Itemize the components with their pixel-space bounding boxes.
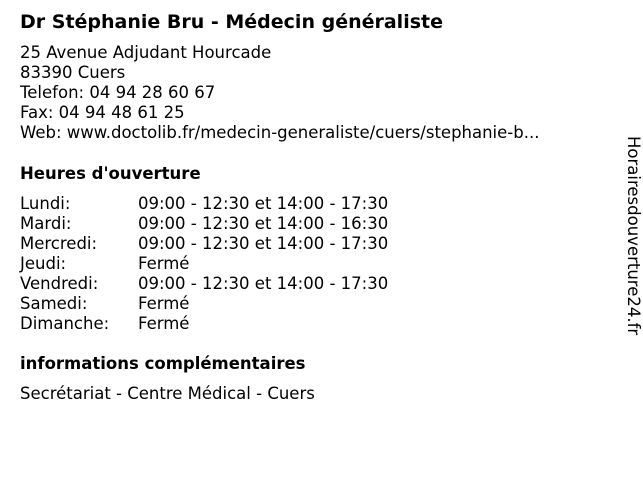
phone-number: Telefon: 04 94 28 60 67 (20, 83, 216, 102)
additional-info-heading: informations complémentaires (20, 354, 306, 373)
address-city: 83390 Cuers (20, 63, 126, 82)
opening-hours-heading: Heures d'ouverture (20, 164, 201, 183)
day-label: Mardi: (20, 214, 72, 233)
time-value: 09:00 - 12:30 et 14:00 - 17:30 (138, 234, 389, 253)
time-value: Fermé (138, 294, 190, 313)
additional-info-text: Secrétariat - Centre Médical - Cuers (20, 384, 315, 403)
website-link: Web: www.doctolib.fr/medecin-generaliste/cuers/stephanie-b... (20, 123, 540, 142)
time-value: 09:00 - 12:30 et 14:00 - 17:30 (138, 194, 389, 213)
page-title: Dr Stéphanie Bru - Médecin généraliste (20, 11, 443, 33)
day-label: Dimanche: (20, 314, 110, 333)
day-label: Vendredi: (20, 274, 99, 293)
address-street: 25 Avenue Adjudant Hourcade (20, 43, 272, 62)
time-value: Fermé (138, 254, 190, 273)
day-label: Mercredi: (20, 234, 98, 253)
contact-block (20, 43, 539, 143)
day-label: Jeudi: (20, 254, 67, 273)
site-watermark: Horairesdouverture24.fr (624, 136, 643, 336)
day-label: Lundi: (20, 194, 71, 213)
time-value: Fermé (138, 314, 190, 333)
time-value: 09:00 - 12:30 et 14:00 - 16:30 (138, 214, 389, 233)
time-value: 09:00 - 12:30 et 14:00 - 17:30 (138, 274, 389, 293)
fax-number: Fax: 04 94 48 61 25 (20, 103, 185, 122)
day-label: Samedi: (20, 294, 88, 313)
